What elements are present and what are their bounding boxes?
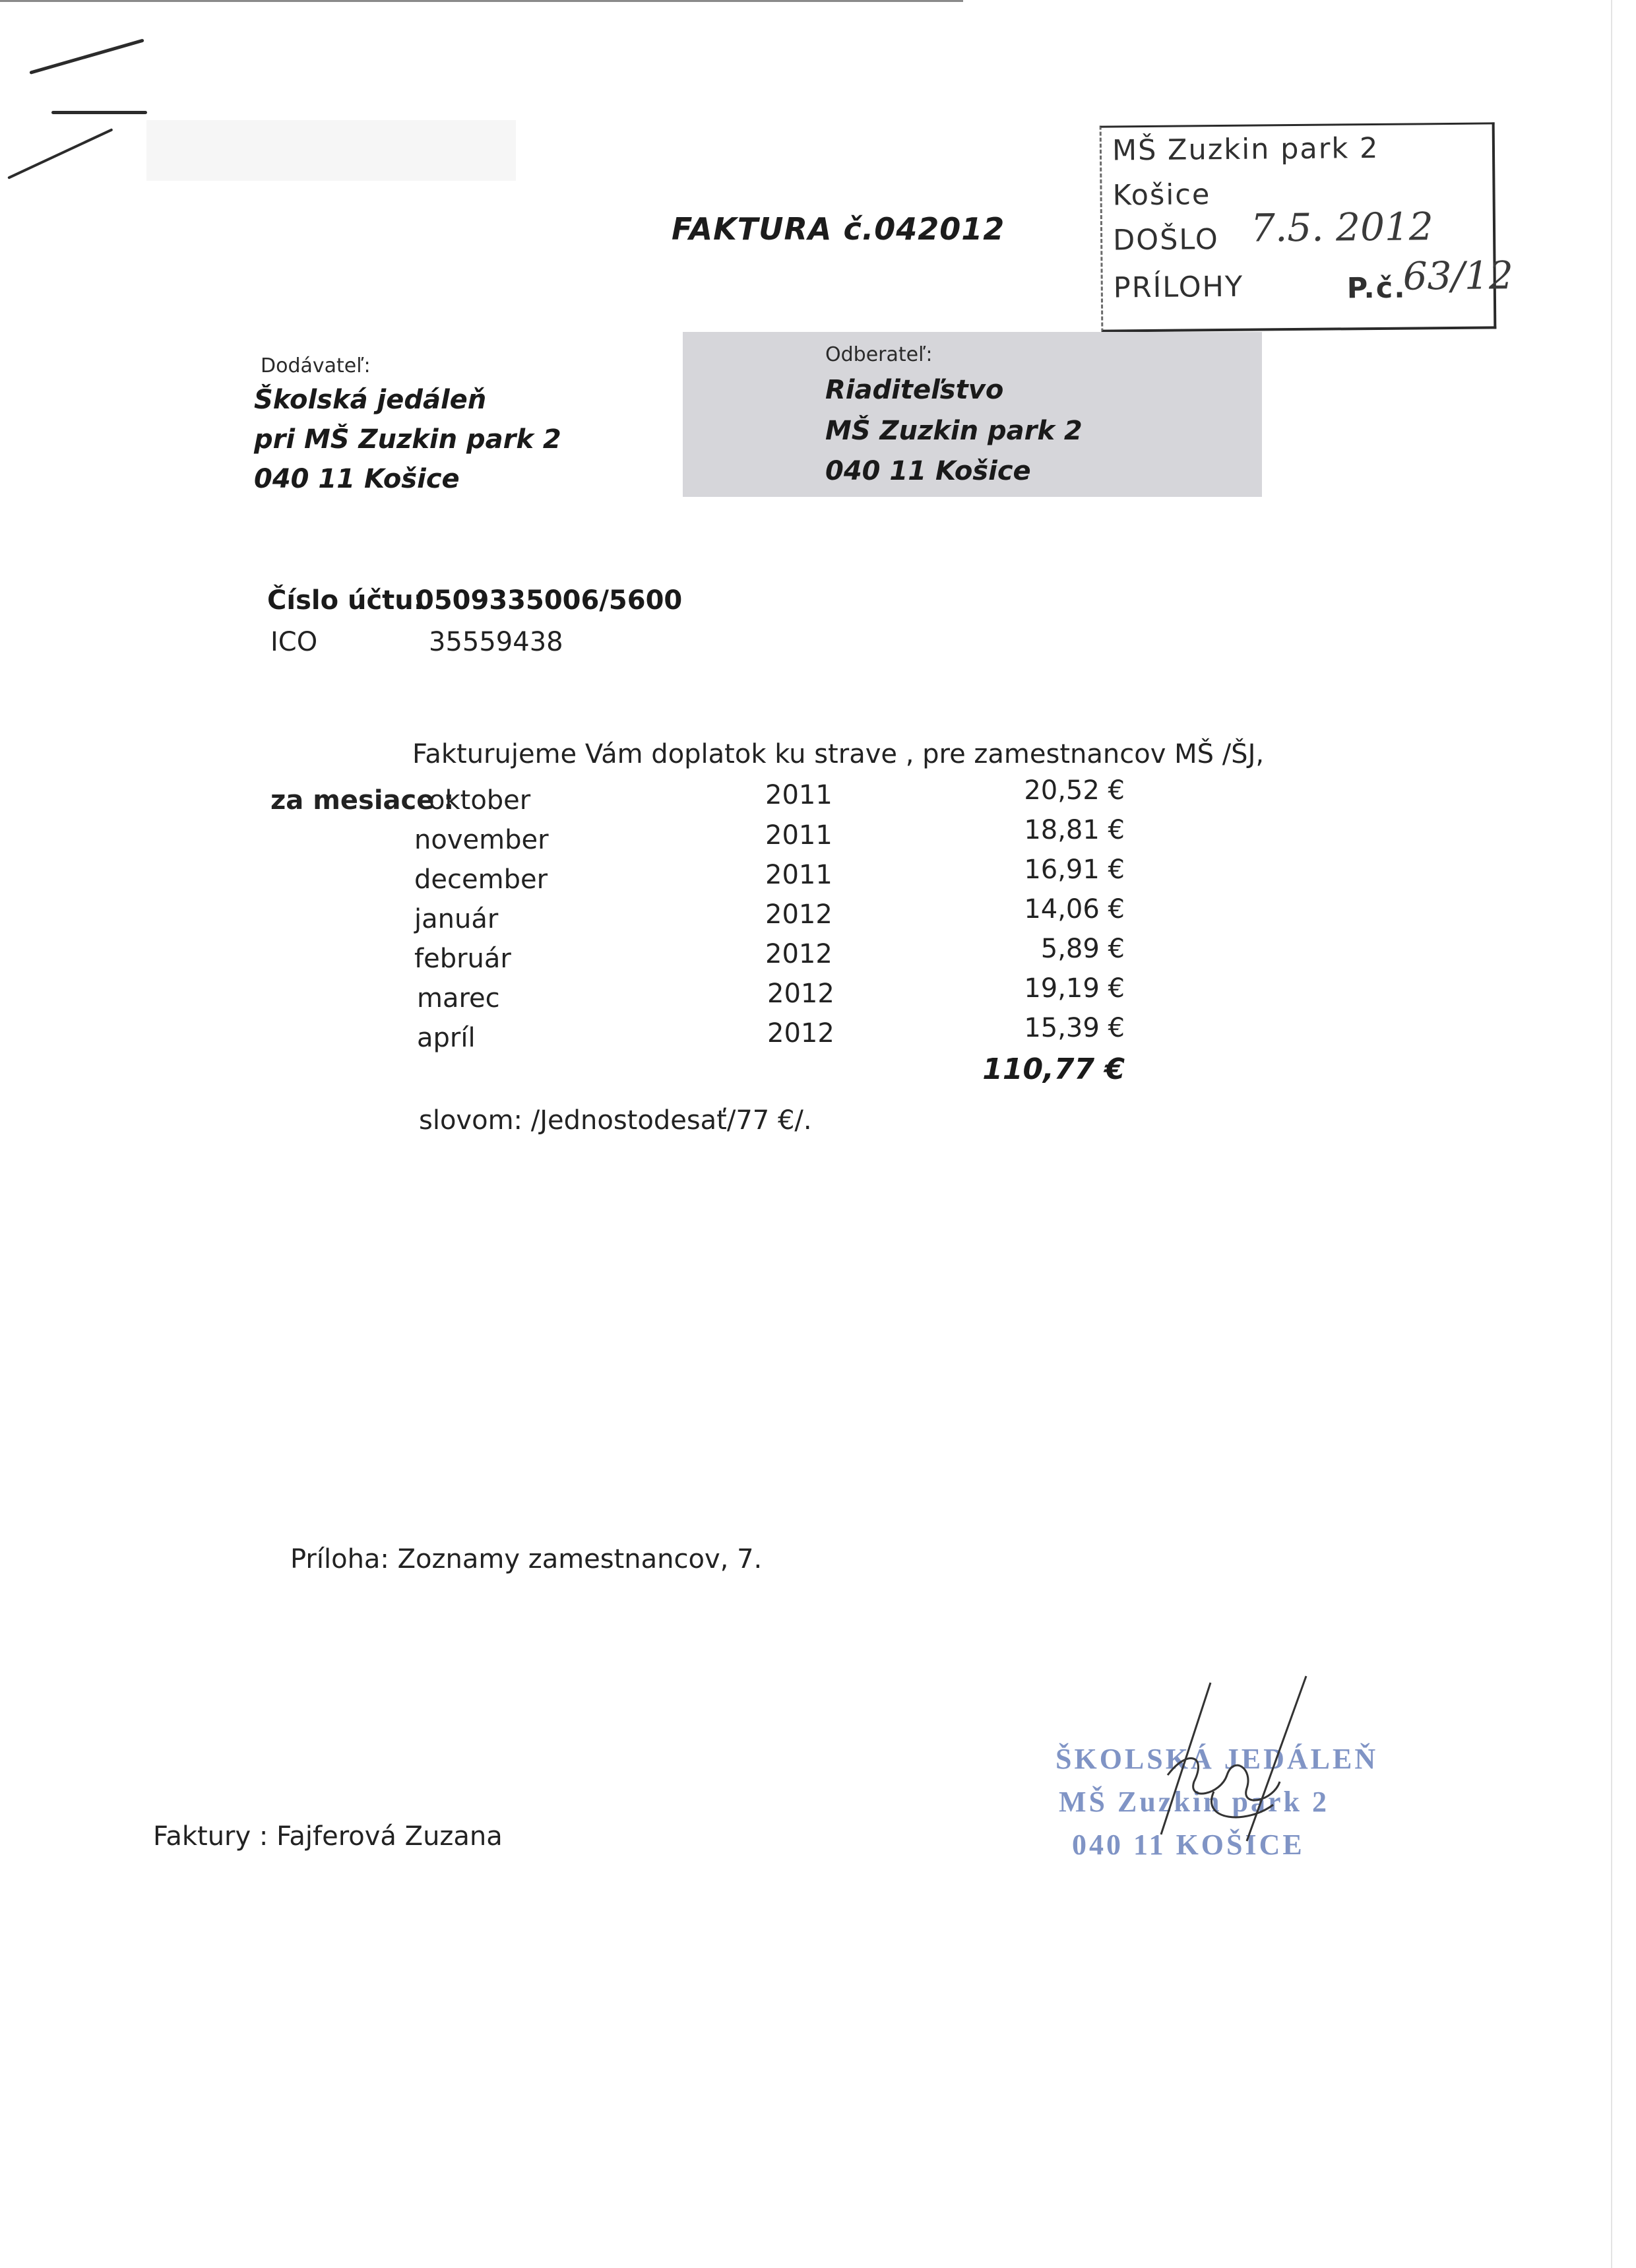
supplier-stamp-line1: ŠKOLSKÁ JEDÁLEŇ (1055, 1743, 1379, 1775)
account-number-value: 0509335006/5600 (416, 585, 683, 616)
billing-year: 2012 (767, 1018, 834, 1049)
ghost-imprint (146, 120, 516, 181)
signature (1148, 1669, 1359, 1867)
received-date-handwritten: 7.5. 2012 (1250, 204, 1434, 251)
scan-edge-right (1611, 0, 1612, 2268)
ico-label: ICO (270, 627, 318, 657)
billing-year: 2011 (765, 860, 833, 890)
supplier-stamp-line3: 040 11 KOŠICE (1072, 1829, 1305, 1861)
received-stamp-line2: Košice (1112, 178, 1211, 212)
billing-total: 110,77 € (982, 1053, 1125, 1086)
recipient-name: Riaditeľstvo (825, 375, 1004, 405)
billing-month: január (414, 904, 499, 934)
billing-month: marec (417, 983, 500, 1014)
billing-year: 2011 (765, 780, 833, 810)
scan-edge-top (0, 0, 963, 2)
billing-year: 2012 (765, 939, 833, 969)
account-number-label: Číslo účtu: (267, 585, 424, 616)
supplier-stamp-line2: MŠ Zuzkin park 2 (1059, 1786, 1329, 1818)
billing-intro: Fakturujeme Vám doplatok ku strave , pre zamestnancov MŠ /ŠJ, (412, 739, 1265, 769)
recipient-address-line2: 040 11 Košice (825, 456, 1031, 486)
billing-month: apríl (417, 1023, 476, 1053)
billing-year: 2011 (765, 820, 833, 851)
billing-month: oktober (429, 785, 531, 816)
ico-value: 35559438 (429, 627, 563, 657)
billing-amount: 20,52 € (1024, 775, 1125, 806)
supplier-name: Školská jedáleň (254, 385, 487, 415)
staple-mark (51, 111, 147, 114)
billing-amount: 16,91 € (1024, 855, 1125, 885)
billing-month: december (414, 864, 548, 895)
supplier-address-line2: 040 11 Košice (254, 464, 460, 494)
billing-amount: 15,39 € (1024, 1013, 1125, 1043)
recipient-box (683, 332, 1262, 497)
billing-amount: 14,06 € (1024, 894, 1125, 924)
registration-number-handwritten: 63/12 (1402, 253, 1514, 299)
invoice-title: FAKTURA č.042012 (672, 211, 1005, 247)
received-stamp (1100, 122, 1514, 332)
supplier-label: Dodávateľ: (261, 354, 371, 377)
received-stamp-received-label: DOŠLO (1112, 223, 1219, 257)
supplier-address-line1: pri MŠ Zuzkin park 2 (254, 424, 561, 455)
received-stamp-attachments-label: PRÍLOHY (1113, 270, 1244, 305)
issued-by: Faktury : Fajferová Zuzana (153, 1821, 503, 1852)
billing-amount: 19,19 € (1024, 973, 1125, 1004)
billing-month: február (414, 944, 511, 974)
amount-in-words: slovom: /Jednostodesať/77 €/. (419, 1105, 812, 1136)
staple-mark (7, 128, 113, 179)
billing-month: november (414, 825, 549, 855)
billing-year: 2012 (767, 979, 834, 1009)
received-stamp-line1: MŠ Zuzkin park 2 (1112, 131, 1379, 168)
billing-amount: 18,81 € (1024, 815, 1125, 845)
attachment-note: Príloha: Zoznamy zamestnancov, 7. (290, 1544, 763, 1574)
recipient-address-line1: MŠ Zuzkin park 2 (825, 416, 1083, 446)
recipient-label: Odberateľ: (825, 343, 933, 366)
billing-amount: 5,89 € (1040, 934, 1125, 964)
billing-year: 2012 (765, 899, 833, 930)
received-stamp-pc-label: P.č. (1346, 271, 1406, 306)
staple-mark (29, 38, 144, 74)
months-label: za mesiace : (270, 785, 455, 816)
